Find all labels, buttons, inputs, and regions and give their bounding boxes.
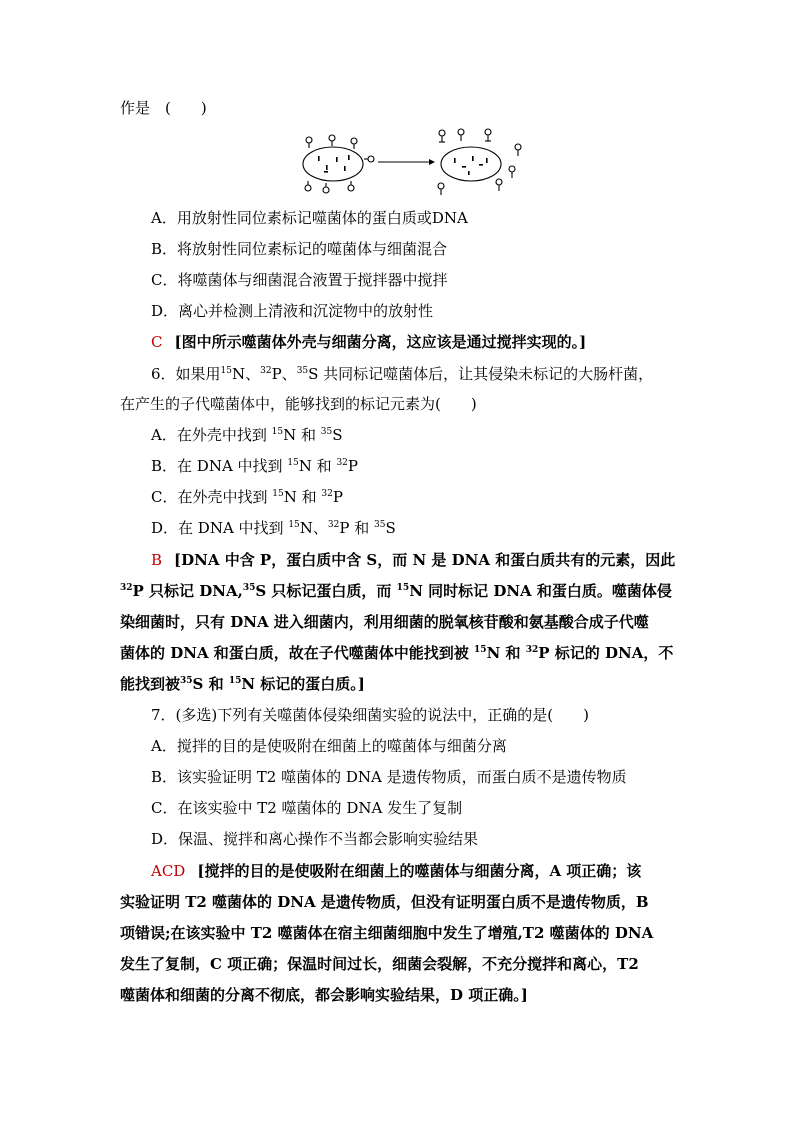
q6-option-d: D．在 DNA 中找到 $^{15}$N、$^{32}$P 和 $^{35}$S xyxy=(151,519,396,537)
q5-explanation: [图中所示噬菌体外壳与细菌分离，这应该是通过搅拌实现的。] xyxy=(174,333,587,351)
q6-answer: B xyxy=(151,551,163,569)
phage-infection-figure xyxy=(296,126,526,198)
q7-option-b: B．该实验证明 T2 噬菌体的 DNA 是遗传物质，而蛋白质不是遗传物质 xyxy=(151,768,627,786)
q7-option-c: C．在该实验中 T2 噬菌体的 DNA 发生了复制 xyxy=(151,799,463,817)
q5-answer-line xyxy=(151,332,586,352)
q6-option-b: B．在 DNA 中找到 $^{15}$N 和 $^{32}$P xyxy=(151,457,358,475)
q6-option-a: A．在外壳中找到 $^{15}$N 和 $^{35}$S xyxy=(151,426,343,444)
q5-answer: C xyxy=(151,333,163,351)
q6-explanation-4: 菌体的 DNA 和蛋白质，故在子代噬菌体中能找到被 $^{15}$N 和 $^{32}$P 标记的 DNA，不 xyxy=(120,644,674,662)
q7-explanation-2: 实验证明 T2 噬菌体的 DNA 是遗传物质，但没有证明蛋白质不是遗传物质，B xyxy=(120,893,649,911)
q5-option-b: B．将放射性同位素标记的噬菌体与细菌混合 xyxy=(151,240,448,258)
q6-explanation-1: [DNA 中含 P，蛋白质中含 S，而 N 是 DNA 和蛋白质共有的元素，因此 xyxy=(174,551,676,569)
q7-explanation-5: 噬菌体和细菌的分离不彻底，都会影响实验结果，D 项正确。] xyxy=(120,986,528,1004)
q5-stem-tail: 作是 ( ) xyxy=(120,99,207,117)
q7-option-a: A．搅拌的目的是使吸附在细菌上的噬菌体与细菌分离 xyxy=(151,737,507,755)
q6-option-c: C．在外壳中找到 $^{15}$N 和 $^{32}$P xyxy=(151,488,343,506)
q7-stem: 7．(多选)下列有关噬菌体侵染细菌实验的说法中，正确的是( ) xyxy=(151,706,589,724)
q6-stem-cont: 在产生的子代噬菌体中，能够找到的标记元素为( ) xyxy=(120,395,477,413)
q7-option-d: D．保温、搅拌和离心操作不当都会影响实验结果 xyxy=(151,830,479,848)
q6-answer-line xyxy=(151,550,675,570)
q5-option-a: A．用放射性同位素标记噬菌体的蛋白质或DNA xyxy=(151,209,468,227)
q6-explanation-2: $^{32}$P 只标记 DNA,$^{35}$S 只标记蛋白质，而 $^{15}$N 同时标记 DNA 和蛋白质。噬菌体侵 xyxy=(120,582,672,600)
q6-explanation-5: 能找到被$^{35}$S 和 $^{15}$N 标记的蛋白质。] xyxy=(120,675,365,693)
q6-explanation-3: 染细菌时，只有 DNA 进入细菌内，利用细菌的脱氧核苷酸和氨基酸合成子代噬 xyxy=(120,613,649,631)
q7-answer-line xyxy=(151,861,641,881)
q6-stem: 6．如果用$^{15}$N、$^{32}$P、$^{35}$S 共同标记噬菌体后，让其侵染未标记的大肠杆菌， xyxy=(151,365,654,383)
q7-explanation-1: [搅拌的目的是使吸附在细菌上的噬菌体与细菌分离，A 项正确；该 xyxy=(197,862,642,880)
q7-answer: ACD xyxy=(151,862,186,880)
q5-option-c: C．将噬菌体与细菌混合液置于搅拌器中搅拌 xyxy=(151,271,448,289)
q7-explanation-4: 发生了复制，C 项正确；保温时间过长，细菌会裂解，不充分搅拌和离心，T2 xyxy=(120,955,639,973)
q7-explanation-3: 项错误;在该实验中 T2 噬菌体在宿主细菌细胞中发生了增殖,T2 噬菌体的 DNA xyxy=(120,924,654,942)
q5-option-d: D．离心并检测上清液和沉淀物中的放射性 xyxy=(151,302,434,320)
